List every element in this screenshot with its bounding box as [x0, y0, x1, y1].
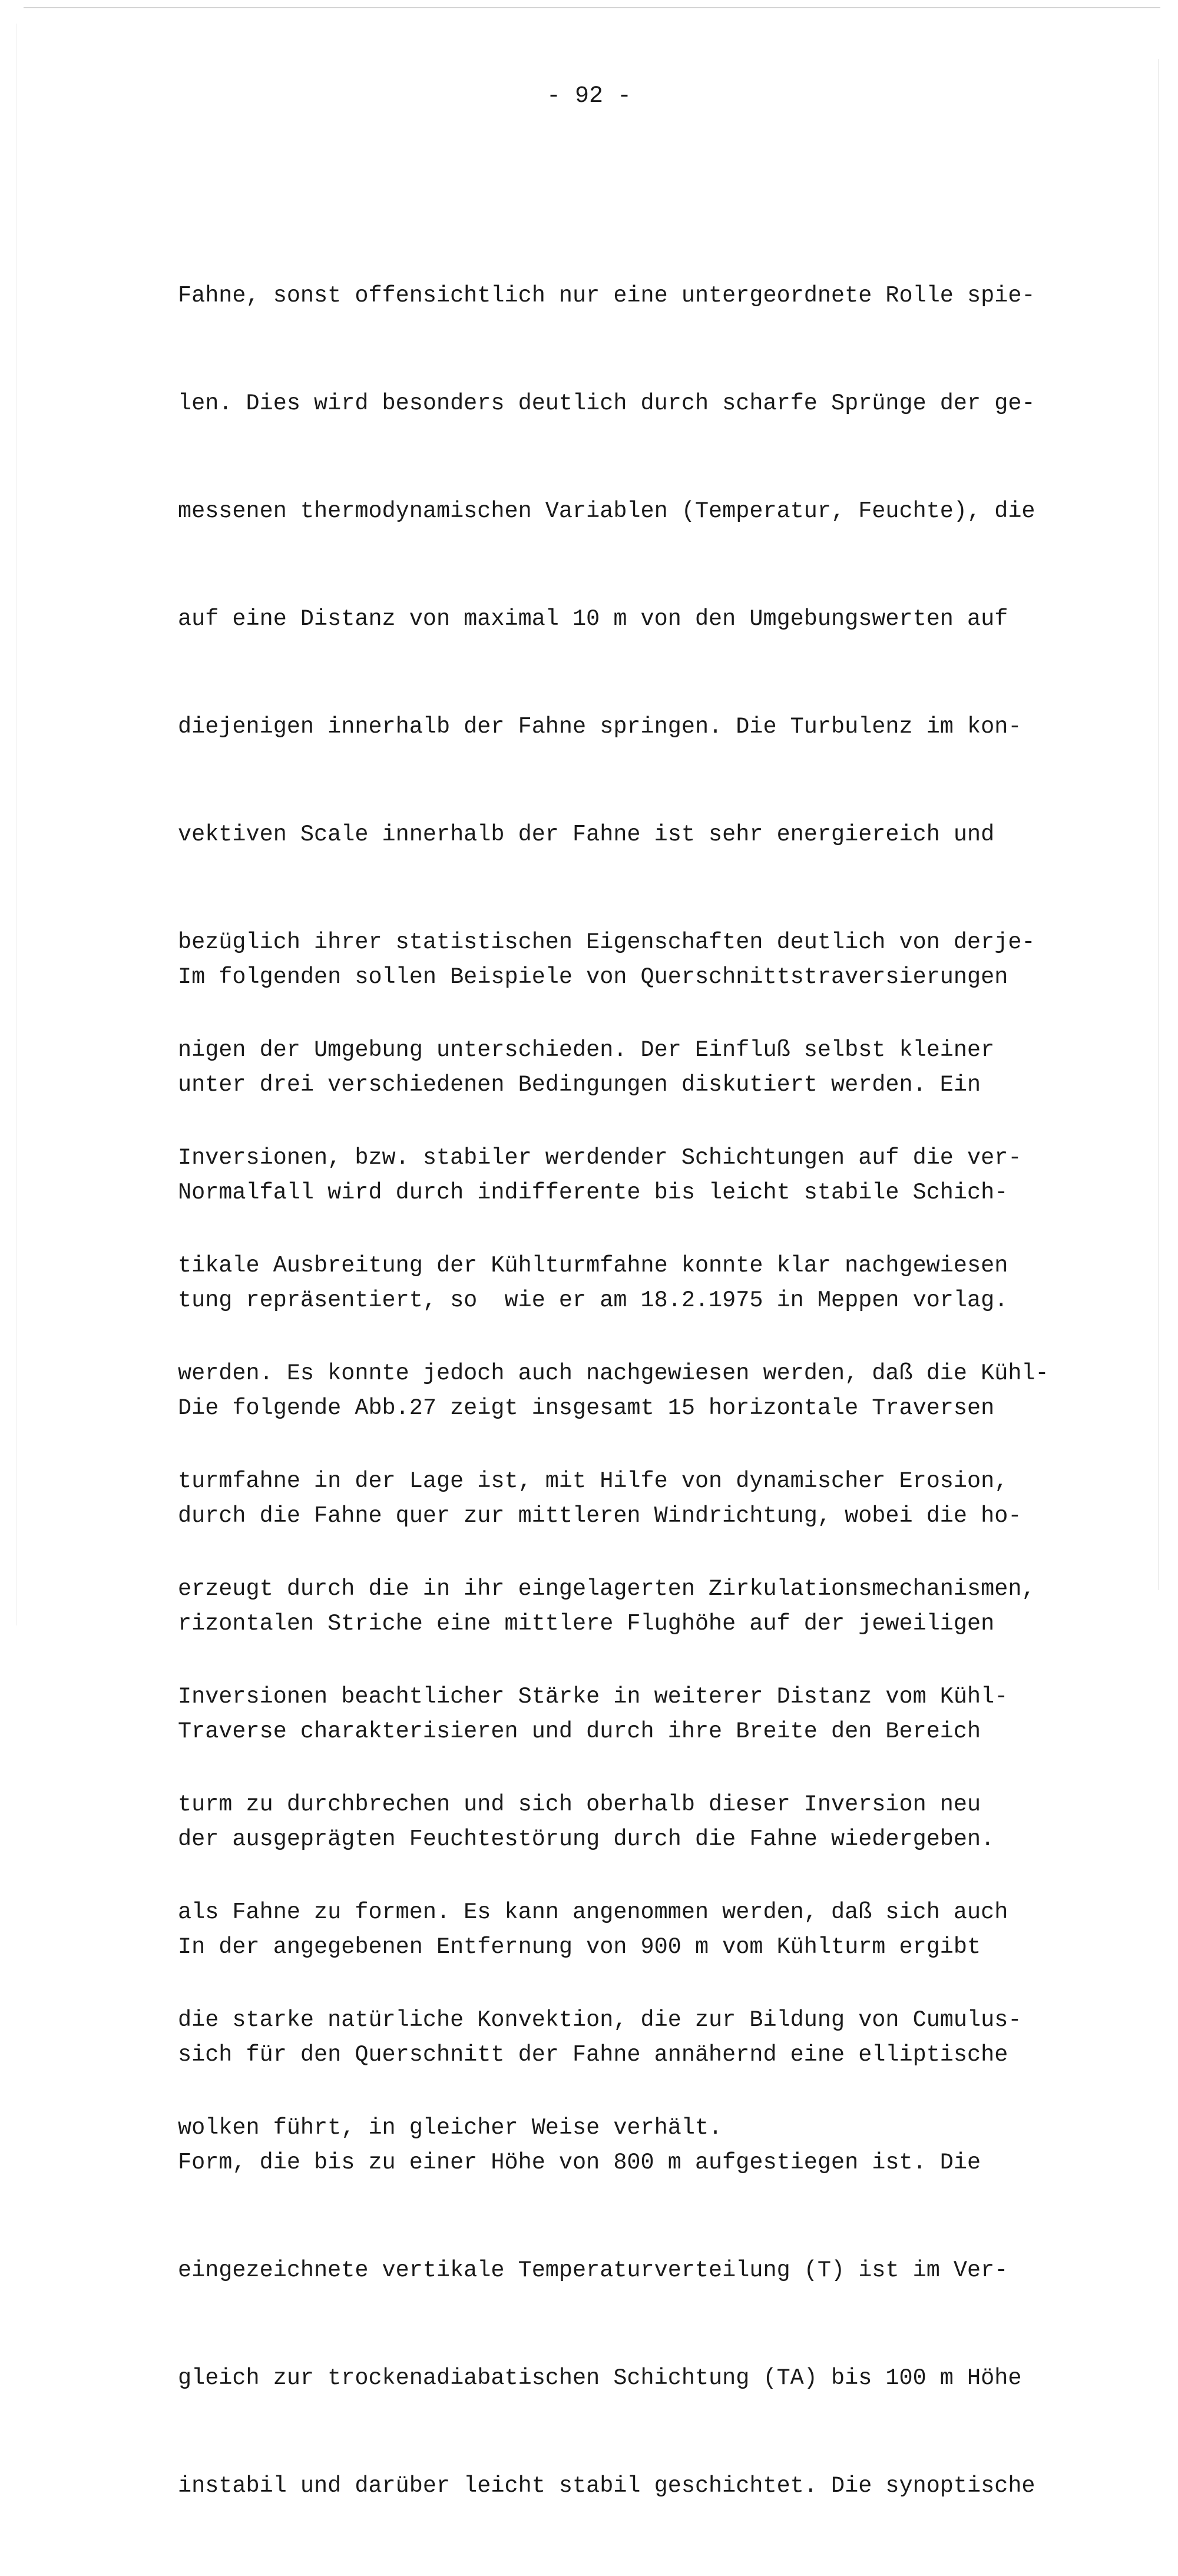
- text-line: turmfahne in der Lage ist, mit Hilfe von dynamischer Erosion,: [178, 1468, 1008, 1494]
- text-line: turm zu durchbrechen und sich oberhalb dieser Inversion neu: [178, 1792, 981, 1817]
- text-line: vektiven Scale innerhalb der Fahne ist sehr energiereich und: [178, 822, 995, 847]
- text-line: tung repräsentiert, so wie er am 18.2.1975 in Meppen vorlag.: [178, 1287, 1008, 1313]
- text-line: In der angegebenen Entfernung von 900 m vom Kühlturm ergibt: [178, 1934, 981, 1960]
- page-number: - 92 -: [546, 83, 632, 110]
- text-line: Form, die bis zu einer Höhe von 800 m aufgestiegen ist. Die: [178, 2150, 981, 2176]
- text-line: Normalfall wird durch indifferente bis leicht stabile Schich-: [178, 1180, 1008, 1206]
- text-line: als Fahne zu formen. Es kann angenommen werden, daß sich auch: [178, 1899, 1008, 1925]
- text-line: gleich zur trockenadiabatischen Schichtung (TA) bis 100 m Höhe: [178, 2365, 1022, 2391]
- text-line: Im folgenden sollen Beispiele von Querschnittstraversierungen: [178, 964, 1008, 990]
- text-line: auf eine Distanz von maximal 10 m von den Umgebungswerten auf: [178, 606, 1008, 632]
- text-line: unter drei verschiedenen Bedingungen diskutiert werden. Ein: [178, 1072, 981, 1098]
- text-line: Fahne, sonst offensichtlich nur eine untergeordnete Rolle spie-: [178, 283, 1035, 309]
- text-line: Traverse charakterisieren und durch ihre Breite den Bereich: [178, 1719, 981, 1744]
- text-line: messenen thermodynamischen Variablen (Temperatur, Feuchte), die: [178, 498, 1035, 524]
- text-line: bezüglich ihrer statistischen Eigenschaften deutlich von derje-: [178, 929, 1035, 955]
- text-line: Inversionen, bzw. stabiler werdender Schichtungen auf die ver-: [178, 1145, 1022, 1171]
- text-line: tikale Ausbreitung der Kühlturmfahne konnte klar nachgewiesen: [178, 1253, 1008, 1279]
- text-line: nigen der Umgebung unterschieden. Der Einfluß selbst kleiner: [178, 1037, 995, 1063]
- right-scan-edge: [1158, 59, 1159, 1590]
- text-line: instabil und darüber leicht stabil geschichtet. Die synoptische: [178, 2473, 1035, 2499]
- text-line: wolken führt, in gleicher Weise verhält.: [178, 2115, 723, 2141]
- top-scan-edge: [24, 7, 1160, 8]
- text-line: len. Dies wird besonders deutlich durch scharfe Sprünge der ge-: [178, 390, 1035, 416]
- text-line: durch die Fahne quer zur mittleren Windrichtung, wobei die ho-: [178, 1503, 1022, 1529]
- text-line: eingezeichnete vertikale Temperaturverteilung (T) ist im Ver-: [178, 2257, 1008, 2283]
- text-line: Inversionen beachtlicher Stärke in weiterer Distanz vom Kühl-: [178, 1684, 1008, 1710]
- left-scan-edge: [16, 24, 17, 1625]
- text-line: die starke natürliche Konvektion, die zur Bildung von Cumulus-: [178, 2007, 1022, 2033]
- paragraph-2: [178, 888, 1035, 2576]
- text-line: Die folgende Abb.27 zeigt insgesamt 15 horizontale Traversen: [178, 1395, 995, 1421]
- text-line: erzeugt durch die in ihr eingelagerten Zirkulationsmechanismen,: [178, 1576, 1035, 1602]
- text-line: sich für den Querschnitt der Fahne annähernd eine elliptische: [178, 2042, 1008, 2068]
- text-line: der ausgeprägten Feuchtestörung durch die Fahne wiedergeben.: [178, 1826, 995, 1852]
- text-line: werden. Es konnte jedoch auch nachgewiesen werden, daß die Kühl-: [178, 1360, 1049, 1386]
- text-line: diejenigen innerhalb der Fahne springen. Die Turbulenz im kon-: [178, 714, 1022, 740]
- text-line: rizontalen Striche eine mittlere Flughöhe auf der jeweiligen: [178, 1611, 995, 1637]
